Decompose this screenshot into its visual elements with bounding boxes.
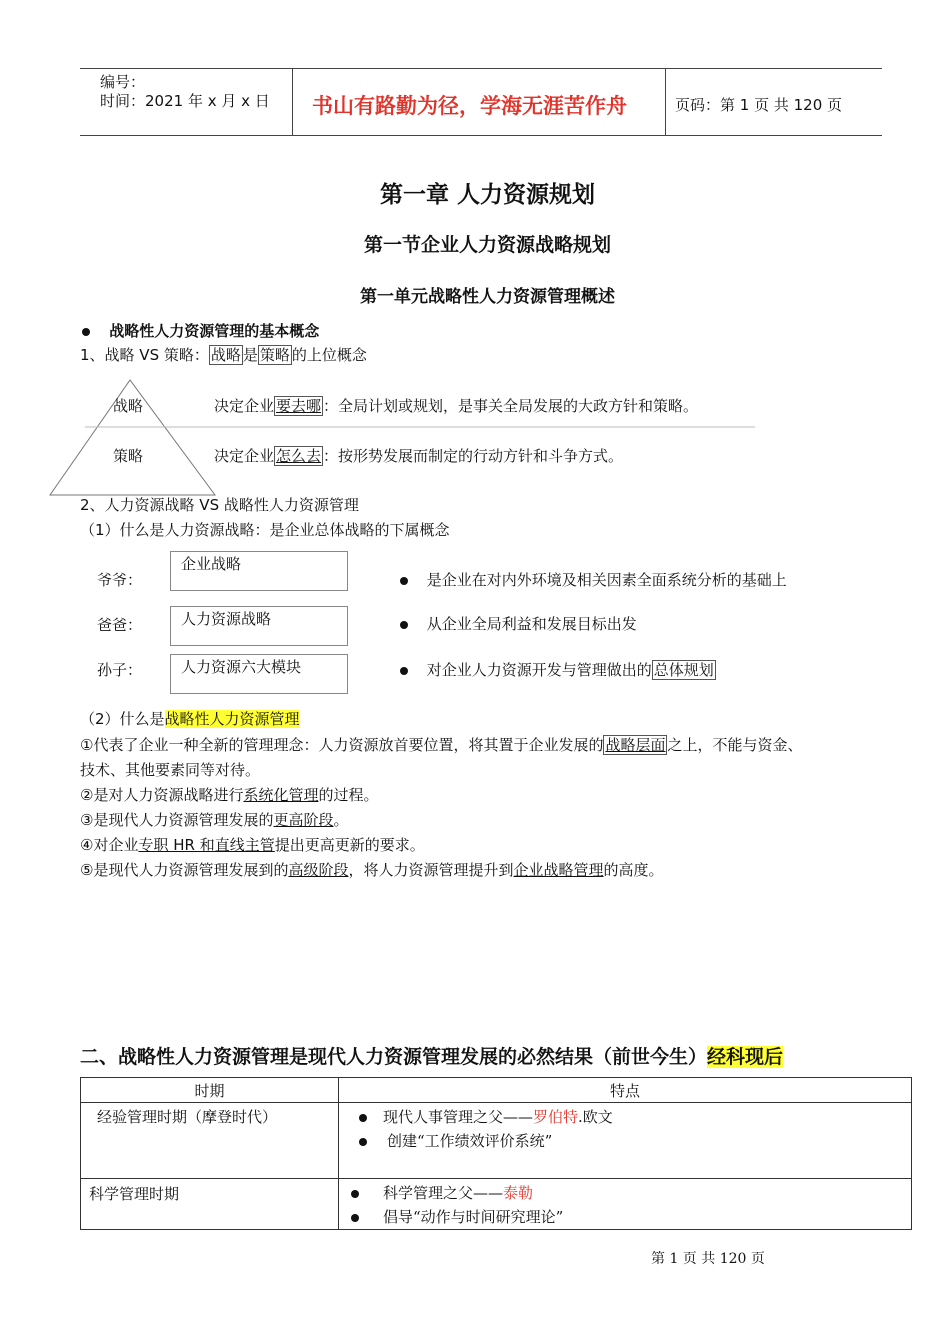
boxed-term: 怎么去 — [276, 447, 322, 465]
feature-item: 现代人事管理之父——罗伯特.欧文 — [359, 1105, 911, 1129]
point-3: 对企业人力资源开发与管理做出的 总体规划 — [400, 659, 716, 680]
shrm-item-1: ①代表了企业一种全新的管理理念：人力资源放首要位置，将其置于企业发展的 战略层面 之上，不能与资金、 — [80, 736, 803, 754]
box-six-modules: 人力资源六大模块 — [170, 654, 348, 694]
shrm-item-4: ④对企业专职 HR 和直线主管提出更高更新的要求。 — [80, 836, 425, 854]
strategy-vs-tactic: 1、战略 VS 策略： 战略 是 策略 的上位概念 — [80, 346, 367, 364]
feature-item: 倡导“动作与时间研究理论” — [351, 1205, 911, 1229]
boxed-term: 战略 — [210, 346, 241, 364]
header-divider-right — [665, 68, 666, 136]
boxed-term: 战略层面 — [605, 736, 666, 754]
page-footer: 第 1 页 共 120 页 — [651, 1251, 765, 1267]
q2: （2）什么是战略性人力资源管理 — [80, 710, 300, 728]
role-grandpa: 爷爷： — [97, 571, 143, 589]
hr-strategy-heading: 2、人力资源战略 VS 战略性人力资源管理 — [80, 496, 359, 514]
triangle-top-label: 战略 — [113, 397, 144, 415]
highlight-term: 经科现后 — [707, 1046, 784, 1068]
point-2: 从企业全局利益和发展目标出发 — [400, 613, 637, 634]
col-header-features: 特点 — [339, 1078, 912, 1103]
col-header-period: 时期 — [81, 1078, 339, 1103]
time-label: 时间：2021 年 x 月 x 日 — [100, 92, 270, 110]
code-label: 编号： — [100, 73, 146, 91]
bullet-icon — [400, 667, 408, 675]
bullet-icon — [400, 621, 408, 629]
q1: （1）什么是人力资源战略：是企业总体战略的下属概念 — [80, 521, 450, 539]
highlight-term: 战略性人力资源管理 — [164, 710, 300, 728]
features-cell — [339, 1103, 912, 1179]
strategy-definition: 决定企业 要去哪 ：全局计划或规划，是事关全局发展的大政方针和策略。 — [214, 397, 699, 415]
bullet-icon — [359, 1138, 367, 1146]
boxed-term: 策略 — [259, 346, 290, 364]
history-table — [80, 1077, 912, 1230]
header-bottom-rule — [80, 135, 882, 136]
header-top-rule — [80, 68, 882, 69]
part2-heading: 二、战略性人力资源管理是现代人力资源管理发展的必然结果（前世今生）经科现后 — [80, 1046, 784, 1068]
unit-title: 第一单元战略性人力资源管理概述 — [360, 287, 615, 307]
role-father: 爸爸： — [97, 616, 143, 634]
box-enterprise-strategy: 企业战略 — [170, 551, 348, 591]
header-divider-left — [292, 68, 293, 136]
box-hr-strategy: 人力资源战略 — [170, 606, 348, 646]
table-row — [81, 1103, 912, 1179]
role-grandson: 孙子： — [97, 661, 143, 679]
tactic-definition: 决定企业 怎么去 ：按形势发展而制定的行动方针和斗争方式。 — [214, 447, 624, 465]
period-cell: 科学管理时期 — [81, 1179, 339, 1230]
shrm-item-2: ②是对人力资源战略进行系统化管理的过程。 — [80, 786, 379, 804]
motto: 书山有路勤为径，学海无涯苦作舟 — [312, 93, 627, 118]
feature-item: 创建“工作绩效评价系统” — [359, 1129, 911, 1153]
period-cell: 经验管理时期（摩登时代） — [81, 1103, 339, 1179]
bullet-icon — [351, 1214, 359, 1222]
shrm-item-5: ⑤是现代人力资源管理发展到的高级阶段，将人力资源管理提升到企业战略管理的高度。 — [80, 861, 664, 879]
shrm-points — [80, 733, 900, 883]
concept-bullet: 战略性人力资源管理的基本概念 — [82, 320, 319, 341]
shrm-item-3: ③是现代人力资源管理发展的更高阶段。 — [80, 811, 349, 829]
chapter-title: 第一章 人力资源规划 — [379, 182, 595, 208]
shrm-item-1-cont: 技术、其他要素同等对待。 — [80, 761, 261, 779]
triangle-bottom-label: 策略 — [113, 447, 144, 465]
bullet-icon — [400, 577, 408, 585]
boxed-term: 总体规划 — [653, 661, 714, 679]
features-cell — [339, 1179, 912, 1230]
bullet-icon — [359, 1114, 367, 1122]
boxed-term: 要去哪 — [276, 397, 322, 415]
page-label: 页码：第 1 页 共 120 页 — [675, 96, 843, 114]
bullet-icon — [351, 1190, 359, 1198]
section-title: 第一节企业人力资源战略规划 — [363, 234, 611, 256]
feature-item: 科学管理之父——泰勒 — [351, 1181, 911, 1205]
point-1: 是企业在对内外环境及相关因素全面系统分析的基础上 — [400, 569, 787, 590]
table-row — [81, 1179, 912, 1230]
strategy-triangle-diagram — [45, 375, 765, 500]
bullet-icon — [82, 328, 90, 336]
